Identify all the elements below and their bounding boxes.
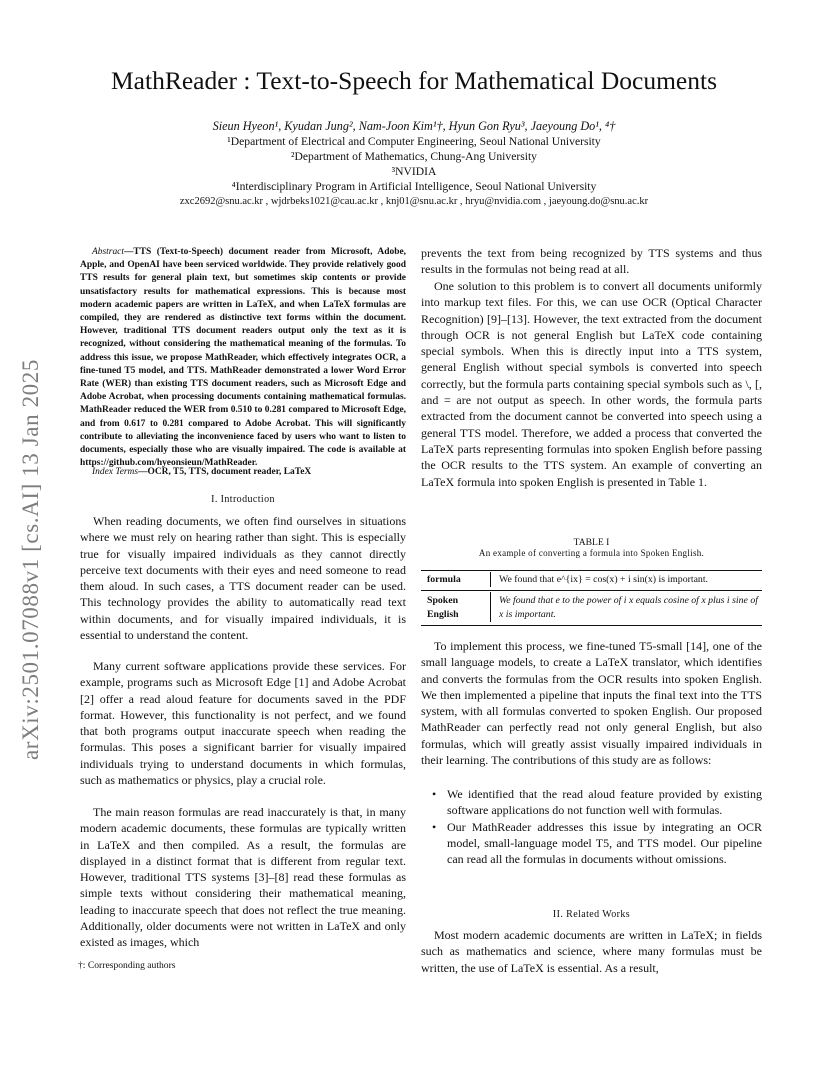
list-item: [432, 819, 762, 868]
affiliation-1: ¹Department of Electrical and Computer Engineering, Seoul National University: [227, 135, 601, 148]
affiliation-3: ³NVIDIA: [391, 165, 437, 178]
section-heading-introduction: I. Introduction: [211, 494, 275, 505]
author-emails: zxc2692@snu.ac.kr , wjdrbeks1021@cau.ac.kr , knj01@snu.ac.kr , hryu@nvidia.com , jaeyoung.do@snu.ac.kr: [179, 196, 649, 207]
section-heading-related-works: II. Related Works: [552, 909, 631, 920]
table-row-text: We found that e to the power of i x equals cosine of x plus i sine of x is important.: [499, 595, 758, 620]
abstract: [80, 246, 406, 470]
abstract-text: —TTS (Text-to-Speech) document reader from Microsoft, Adobe, Apple, and OpenAI have been serviced worldwide. They provide relatively good TTS results for general plain text, but sometimes skip contents or provide unsatisfactory results for mathematical expressions. This is because most modern academic papers are written in LaTeX, and when LaTeX formulas are compiled, they are rendered as distinctive text forms within the document. However, traditional TTS document readers output only the text as it is recognized, without considering the mathematical meaning of the formulas. To address this issue, we propose MathReader, which effectively integrates OCR, a fine-tuned T5 model, and TTS. MathReader demonstrated a lower Word Error Rate (WER) than existing TTS document readers, such as Microsoft Edge and Adobe Acrobat, when processing documents containing mathematical formulas. MathReader reduced the WER from 0.510 to 0.281 compared to Microsoft Edge, and from 0.617 to 0.281 compared to Adobe Acrobat. This will significantly contribute to alleviating the inconvenience faced by users who want to listen to documents, especially those who are visually impaired. The code is available at https://github.com/hyeonsieun/MathReader.: [80, 247, 406, 469]
intro-paragraph-3: The main reason formulas are read inaccurately is that, in many modern academic documents, these formulas are typically written in LaTeX and then compiled. As a result, the formulas are displayed in a distinct format that is different from regular text. However, traditional TTS systems [3]–[8] read these formulas as simple texts without considering their mathematical meaning, leading to inaccurate speech that does not reflect the true meaning. Additionally, older documents were not written in LaTeX and only existed as images, which: [80, 805, 406, 950]
bullet-icon: •: [432, 787, 437, 801]
table-label: TABLE I: [573, 537, 610, 548]
abstract-label: Abstract: [92, 247, 124, 257]
table-mid-rule: [421, 590, 762, 591]
right-paragraph-2: One solution to this problem is to convert all documents uniformly into markup text files. For this, we can use OCR (Optical Character Recognition) [9]–[13]. However, the text extracted from the document through OCR is not general English but LaTeX code containing special symbols. When this is directly input into a TTS system, general English without special symbols is converted into speech correctly, but the formula parts containing special symbols such as \, [, and = are not output as speech. In other words, the formula parts extracted from the document cannot be converted into speech using a general TTS model. Therefore, we added a process that converted the LaTeX parts representing formulas into spoken English before passing the OCR results to the TTS system. An example of converting an LaTeX formula into spoken English is presented in Table 1.: [421, 279, 762, 489]
index-terms-text: —OCR, T5, TTS, document reader, LaTeX: [138, 467, 312, 477]
index-terms: [80, 466, 406, 479]
arxiv-identifier: arXiv:2501.07088v1 [cs.AI] 13 Jan 2025: [18, 359, 43, 760]
list-item-text: We identified that the read aloud feature provided by existing software applications do not function well with formulas.: [447, 787, 762, 818]
table-caption: An example of converting a formula into Spoken English.: [478, 548, 705, 558]
index-terms-label: Index Terms: [92, 467, 139, 477]
table-bottom-rule: [421, 625, 762, 626]
author-list: Sieun Hyeon¹, Kyudan Jung², Nam-Joon Kim¹†, Hyun Gon Ryu³, Jaeyoung Do¹, ⁴†: [212, 119, 616, 133]
right-paragraph-3: To implement this process, we fine-tuned T5-small [14], one of the small language models, to create a LaTeX translator, which identifies and converts the formulas from the OCR results into spoken English. We then implemented a pipeline that inputs the final text into the TTS system, with all formulas converted to spoken English. Our proposed MathReader can perfectly read not only general English, but also formulas, which will greatly assist visually impaired individuals in their learning. The contributions of this study are as follows:: [421, 639, 762, 768]
table-row-head: Spoken English: [427, 595, 459, 620]
related-paragraph-1: Most modern academic documents are written in LaTeX; in fields such as mathematics and science, where many formulas must be written, the use of LaTeX is essential. As a result,: [421, 928, 762, 975]
bullet-icon: •: [432, 819, 437, 834]
contributions-list: [432, 786, 762, 867]
affiliation-4: ⁴Interdisciplinary Program in Artificial Intelligence, Seoul National University: [231, 180, 597, 193]
table-row-head: formula: [427, 574, 461, 585]
table-row-text: We found that e^{ix} = cos(x) + i sin(x) is important.: [499, 574, 709, 585]
intro-paragraph-2: Many current software applications provide these services. For example, programs such as Microsoft Edge [1] and Adobe Acrobat [2] offer a read aloud feature for documents saved in the PDF format. However, this functionality is not perfect, and we found that both programs output inaccurate speech when reading the formulas. This poses a significant barrier for visually impaired individuals trying to understand documents in which formulas, such as mathematics or physics, play a crucial role.: [80, 659, 406, 788]
list-item: [432, 786, 762, 819]
paper-title: MathReader : Text-to-Speech for Mathematical Documents: [111, 66, 717, 95]
table-divider-1: [490, 572, 491, 587]
table-top-rule: [421, 570, 762, 571]
intro-paragraph-1: When reading documents, we often find ourselves in situations where we must rely on hearing rather than sight. This is especially true for visually impaired individuals as they cannot directly perceive text documents with their eyes and need someone to read them aloud. In such cases, a TTS document reader can be used. This technology provides the ability to automatically read text within documents, and for visually impaired individuals, it is essential to understand the content.: [80, 514, 406, 643]
right-paragraph-1: prevents the text from being recognized by TTS systems and thus results in the formulas not being read at all.: [421, 246, 762, 277]
list-item-text: Our MathReader addresses this issue by integrating an OCR model, small-language model T5, and TTS model. Our pipeline can read all the formulas in documents without omissions.: [447, 819, 762, 867]
footnote: †: Corresponding authors: [78, 960, 176, 971]
table-divider-2: [490, 592, 491, 622]
affiliation-2: ²Department of Mathematics, Chung-Ang University: [291, 150, 537, 163]
